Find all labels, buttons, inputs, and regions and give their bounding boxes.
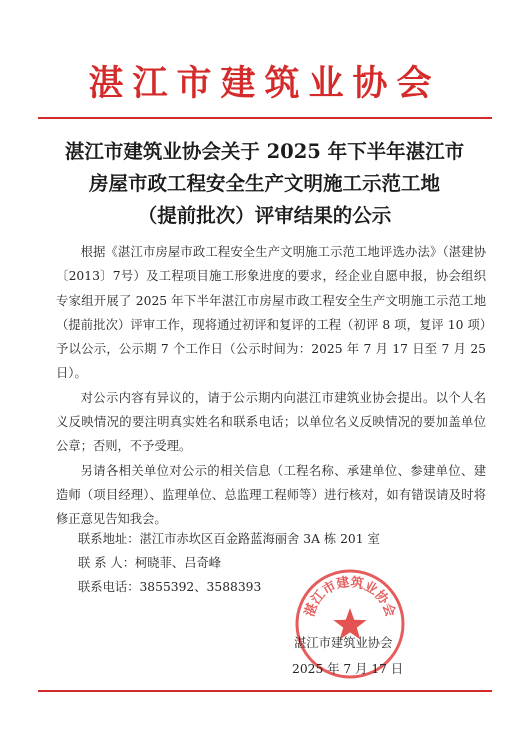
title-line-3: （提前批次）评审结果的公示 — [137, 204, 392, 227]
document-title — [30, 136, 499, 232]
seal-text: 湛江市建筑业协会 — [302, 575, 398, 619]
body-paragraph-3: 另请各相关单位对公示的相关信息（工程名称、承建单位、参建单位、建造师（项目经理）、监理单位、总监理工程师等）进行核对，如有错误请及时将修正意见告知我会。 — [56, 463, 486, 527]
body-paragraph-2: 对公示内容有异议的，请于公示期内向湛江市建筑业协会提出。以个人名义反映情况的要注明真实姓名和联系电话；以单位名义反映情况的要加盖单位公章；否则，不予受理。 — [56, 390, 486, 454]
contact-address: 联系地址：湛江市赤坎区百金路蓝海丽舍 3A 栋 201 室 — [78, 532, 380, 546]
signature-date: 2025 年 7 月 17 日 — [292, 662, 404, 676]
footer-divider — [38, 690, 492, 692]
title-line-1: 湛江市建筑业协会关于 2025 年下半年湛江市 — [64, 140, 465, 163]
title-line-2: 房屋市政工程安全生产文明施工示范工地 — [88, 172, 440, 195]
contact-phone: 联系电话：3855392、3588393 — [78, 580, 262, 594]
document-body — [56, 240, 486, 532]
masthead-divider — [38, 117, 492, 119]
body-paragraph-1: 根据《湛江市房屋市政工程安全生产文明施工示范工地评选办法》（湛建协〔2013〕7号）及工程项目施工形象进度的要求，经企业自愿申报，协会组织专家组开展了 2025 年下半年湛江市房屋市政工程安全生产文明施工示范工地（提前批次）评审工作，现将通过初评和复评的工程（初评 8 项，复评 10 项）予以公示，公示期 7 个工作日（公示时间为：2025 年 7 月 17 日至 7 月 25 日）。 — [56, 245, 486, 381]
contact-person: 联 系 人：柯晓菲、吕奇峰 — [78, 556, 222, 570]
signer-org: 湛江市建筑业协会 — [294, 636, 393, 650]
masthead-org-name: 湛江市建筑业协会 — [88, 63, 441, 104]
